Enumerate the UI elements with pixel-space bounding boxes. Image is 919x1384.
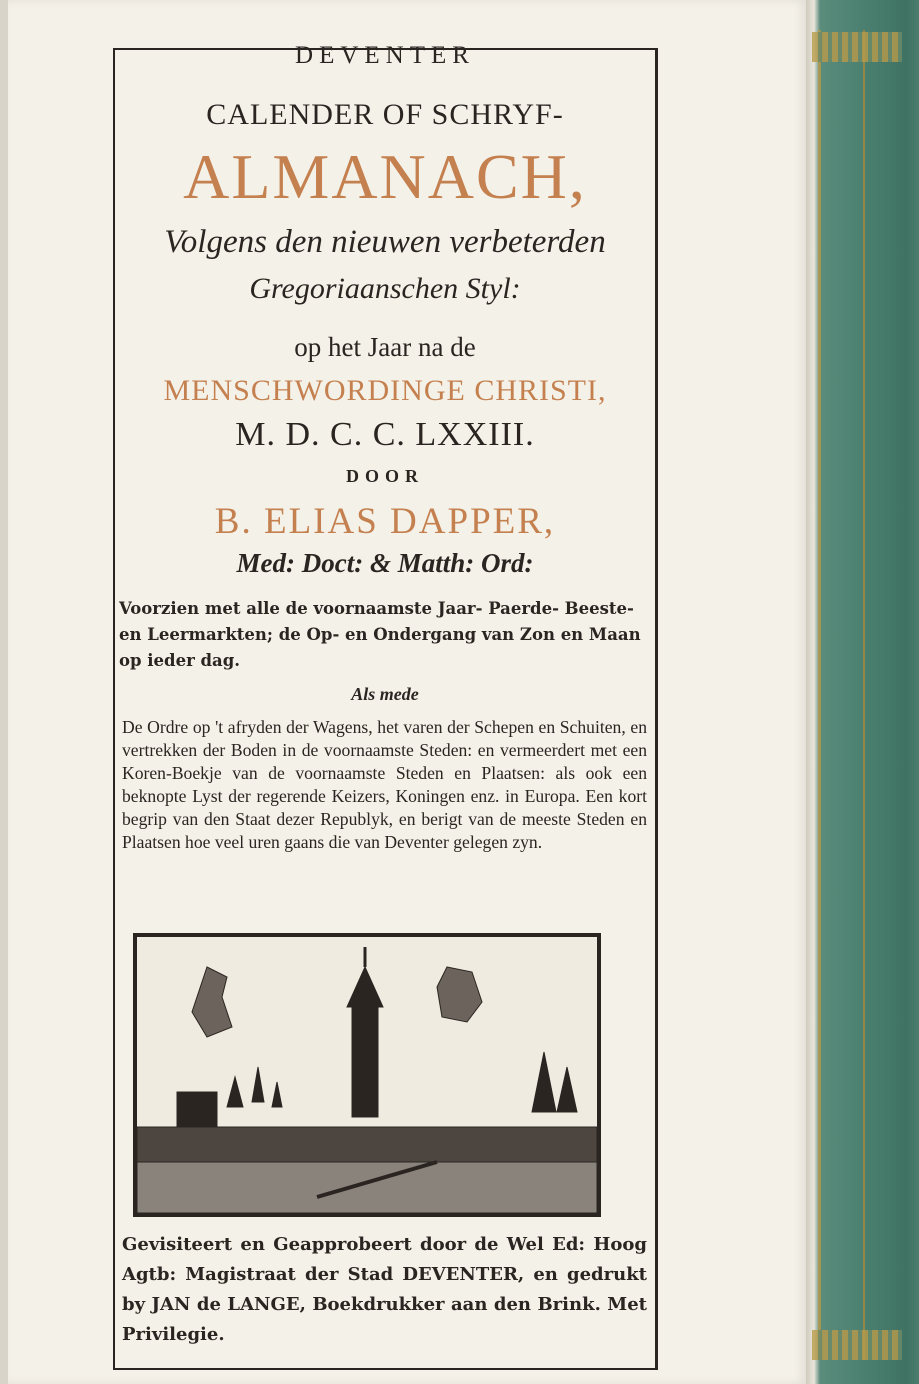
year-roman: M. D. C. C. LXXIII. (235, 416, 535, 453)
contents-paragraph: De Ordre op 't afryden der Wagens, het varen der Schepen en Schuiten, en vertrekken der Boden in de voornaamste Steden: en vermeerdert met een Koren-Boekje van de voornaamste Steden en Plaatsen: als ook een beknopte Lyst der regerende Keizers, Koningen enz. in Europa. Een kort begrip van den Staat dezer Republyk, en berigt van de meeste Steden en Plaatsen hoe veel uren gaans die van Deventer gelegen zyn. (122, 717, 647, 852)
blackletter-paragraph: Voorzien met alle de voornaamste Jaar- Paerde- Beeste- en Leermarkten; de Op- en Ondergang van Zon en Maan op ieder dag. (119, 599, 641, 670)
gilt-band-bottom (812, 1330, 902, 1360)
als-mede: Als mede (351, 684, 419, 704)
line-door: DOOR (346, 466, 424, 486)
woodcut-illustration-deventer (133, 933, 601, 1217)
imprint-paragraph: Gevisiteert en Geapprobeert door de Wel Ed: Hoog Agtb: Magistraat der Stad DEVENTER, en gedrukt by JAN de LANGE, Boekdrukker aan den Brink. Met Privilegie. (122, 1234, 647, 1345)
woodcut-cityscape (137, 937, 597, 1213)
title-line-deventer: DEVENTER (295, 42, 475, 69)
title-line-calender: CALENDER OF SCHRYF- (206, 98, 564, 131)
gilt-band-top (812, 32, 902, 62)
subtitle-volgens: Volgens den nieuwen verbeterden (164, 224, 606, 260)
title-almanach: ALMANACH, (183, 141, 587, 212)
line-menschwordinge: MENSCHWORDINGE CHRISTI, (163, 374, 607, 407)
author-title: Med: Doct: & Matth: Ord: (236, 548, 534, 578)
subtitle-gregoriaanschen: Gregoriaanschen Styl: (249, 272, 521, 305)
line-op-het-jaar: op het Jaar na de (294, 332, 476, 362)
gilt-spine-decoration (818, 30, 865, 1360)
author-name: B. ELIAS DAPPER, (214, 501, 556, 542)
